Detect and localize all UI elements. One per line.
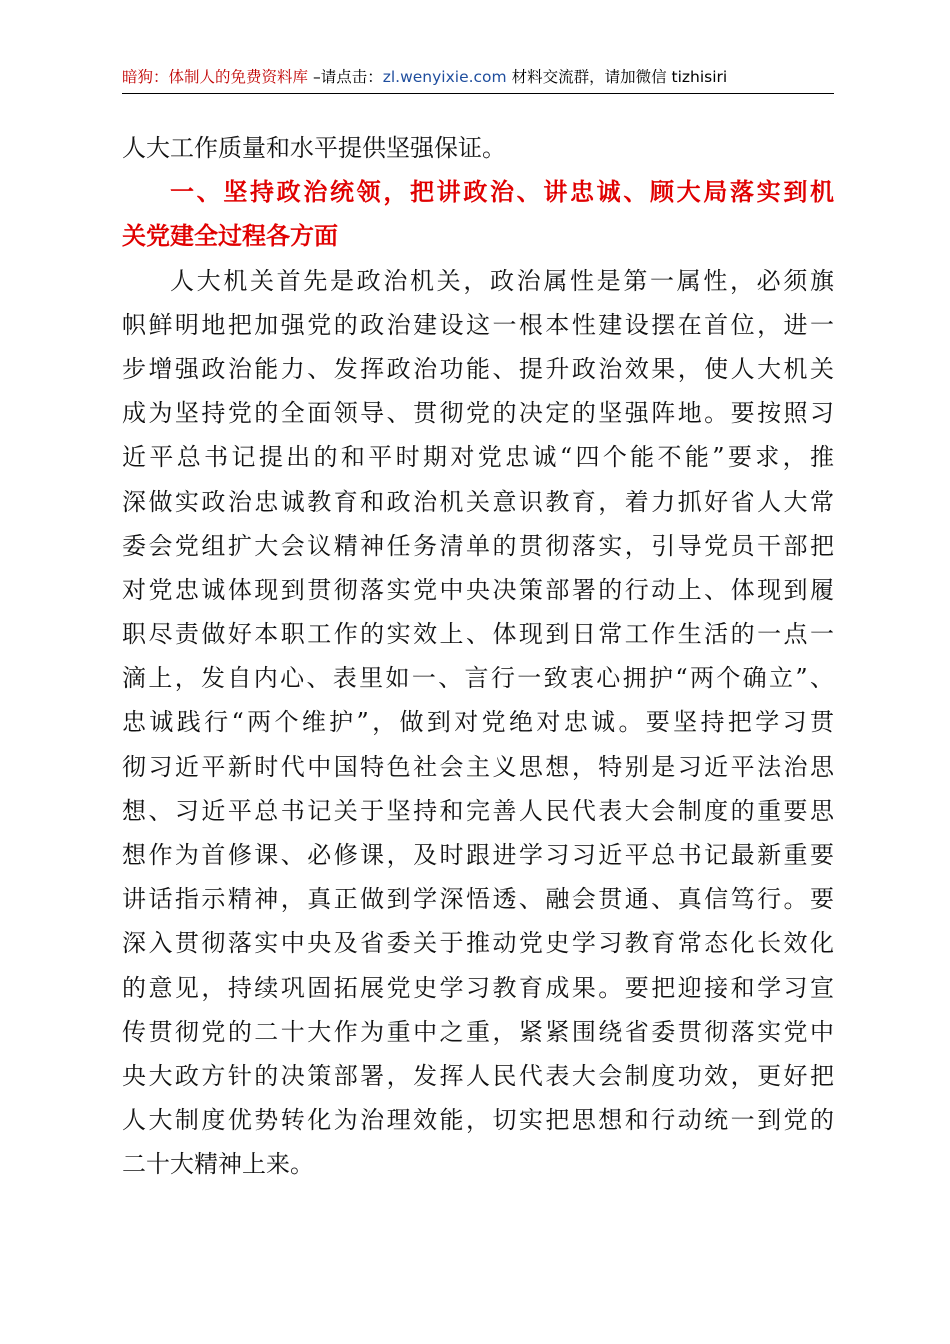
header-site-name: 暗狗：体制人的免费资料库 — [122, 68, 309, 86]
paragraph-line: 深入贯彻落实中央及省委关于推动党史学习教育常态化长效化 — [122, 929, 834, 958]
heading-line: 一、坚持政治统领，把讲政治、讲忠诚、顾大局落实到机 — [170, 178, 834, 207]
paragraph-line: 成为坚持党的全面领导、贯彻党的决定的坚强阵地。要按照习 — [122, 399, 834, 428]
paragraph-line: 近平总书记提出的和平时期对党忠诚“四个能不能”要求，推 — [122, 443, 834, 472]
paragraph-line: 想作为首修课、必修课，及时跟进学习习近平总书记最新重要 — [122, 841, 834, 869]
paragraph-line: 讲话指示精神，真正做到学深悟透、融会贯通、真信笃行。要 — [122, 885, 834, 914]
paragraph-line: 对党忠诚体现到贯彻落实党中央决策部署的行动上、体现到履 — [122, 575, 834, 604]
header-wechat-note: 材料交流群，请加微信 tizhisiri — [506, 68, 728, 86]
paragraph-line: 步增强政治能力、发挥政治功能、提升政治效果，使人大机关 — [122, 354, 834, 383]
paragraph-line: 帜鲜明地把加强党的政治建设这一根本性建设摆在首位，进一 — [122, 310, 834, 339]
header-click-prompt: –请点击： — [308, 68, 383, 86]
paragraph-line: 职尽责做好本职工作的实效上、体现到日常工作生活的一点一 — [122, 620, 834, 649]
header-divider — [122, 93, 834, 94]
paragraph-line: 滴上，发自内心、表里如一、言行一致衷心拥护“两个确立”、 — [122, 664, 834, 693]
header-url-link[interactable]: zl.wenyixie.com — [382, 68, 507, 86]
paragraph-line: 央大政方针的决策部署，发挥人民代表大会制度功效，更好把 — [122, 1061, 834, 1090]
paragraph-line: 二十大精神上来。 — [122, 1150, 314, 1179]
paragraph-line: 忠诚践行“两个维护”，做到对党绝对忠诚。要坚持把学习贯 — [122, 708, 834, 737]
section-heading — [122, 170, 834, 258]
paragraph-line: 深做实政治忠诚教育和政治机关意识教育，着力抓好省人大常 — [122, 487, 834, 516]
paragraph-line: 人大机关首先是政治机关，政治属性是第一属性，必须旗 — [170, 266, 834, 295]
paragraph-line: 委会党组扩大会议精神任务清单的贯彻落实，引导党员干部把 — [122, 531, 834, 560]
paragraph-line: 的意见，持续巩固拓展党史学习教育成果。要把迎接和学习宣 — [122, 973, 834, 1002]
paragraph-line: 彻习近平新时代中国特色社会主义思想，特别是习近平法治思 — [122, 752, 834, 781]
paragraph-line: 想、习近平总书记关于坚持和完善人民代表大会制度的重要思 — [122, 796, 834, 825]
opening-line: 人大工作质量和水平提供坚强保证。 — [122, 134, 506, 162]
document-body — [122, 126, 834, 1187]
body-paragraph — [122, 259, 834, 1187]
paragraph-line: 人大制度优势转化为治理效能，切实把思想和行动统一到党的 — [122, 1106, 834, 1135]
page-header — [122, 62, 834, 92]
paragraph-line: 传贯彻党的二十大作为重中之重，紧紧围绕省委贯彻落实党中 — [122, 1017, 834, 1046]
heading-line: 关党建全过程各方面 — [122, 222, 338, 251]
